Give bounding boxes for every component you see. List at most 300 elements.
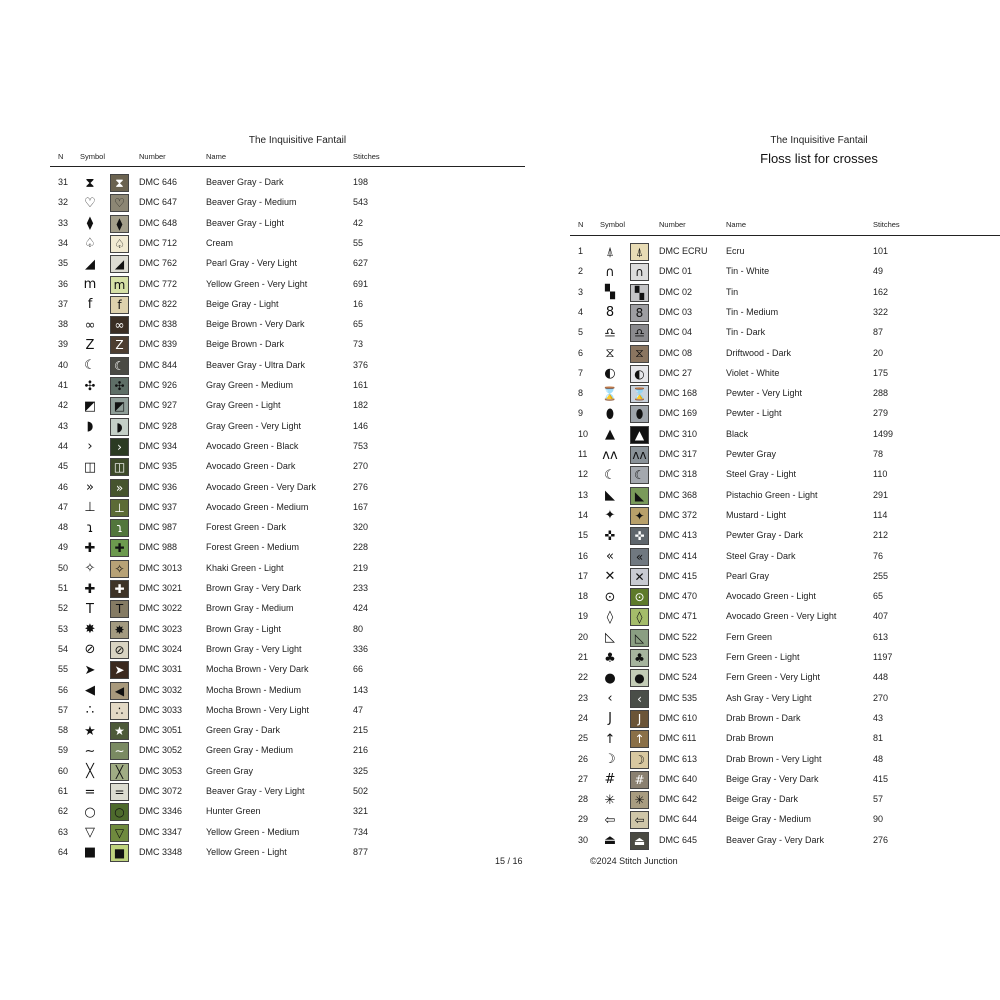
row-index: 43 bbox=[58, 420, 69, 431]
stitch-count: 270 bbox=[873, 692, 889, 703]
stitch-count: 216 bbox=[353, 745, 369, 756]
floss-row bbox=[0, 214, 530, 234]
floss-row bbox=[0, 254, 530, 274]
floss-row bbox=[0, 396, 530, 416]
floss-row bbox=[0, 701, 530, 721]
color-swatch: ⇦ bbox=[630, 811, 649, 829]
bell-solid-icon: ⏏ bbox=[603, 833, 617, 849]
stitch-count: 76 bbox=[873, 550, 884, 561]
color-swatch: ✣ bbox=[110, 377, 129, 395]
script-f-icon: f bbox=[87, 297, 93, 313]
color-name: Beige Brown - Very Dark bbox=[206, 319, 305, 330]
floss-row bbox=[0, 173, 530, 193]
color-swatch: ○ bbox=[110, 803, 129, 821]
dmc-number: DMC 610 bbox=[659, 712, 698, 723]
floss-row bbox=[520, 810, 1000, 830]
row-index: 34 bbox=[58, 237, 69, 248]
floss-row bbox=[520, 242, 1000, 262]
color-swatch: ✕ bbox=[630, 568, 649, 586]
color-swatch: J bbox=[630, 710, 649, 728]
floss-row bbox=[0, 457, 530, 477]
col-header-name: Name bbox=[206, 152, 227, 161]
stitch-count: 270 bbox=[353, 461, 369, 472]
row-index: 22 bbox=[578, 672, 589, 683]
row-index: 33 bbox=[58, 217, 69, 228]
floss-row bbox=[0, 417, 530, 437]
color-name: Tin - Dark bbox=[726, 327, 766, 338]
floss-row bbox=[520, 628, 1000, 648]
letter-m-icon: m bbox=[83, 277, 97, 292]
floss-row bbox=[0, 660, 530, 680]
floss-row bbox=[0, 843, 530, 863]
row-index: 52 bbox=[58, 603, 69, 614]
row-index: 38 bbox=[58, 319, 69, 330]
color-swatch: ✚ bbox=[110, 580, 129, 598]
floss-row bbox=[0, 579, 530, 599]
dmc-number: DMC ECRU bbox=[659, 246, 708, 256]
right-page bbox=[530, 0, 1000, 1000]
row-index: 2 bbox=[578, 266, 584, 277]
row-index: 35 bbox=[58, 258, 69, 269]
row-index: 49 bbox=[58, 542, 69, 553]
stitch-count: 448 bbox=[873, 672, 889, 683]
dmc-number: DMC 470 bbox=[659, 591, 698, 602]
infinity-icon: ∞ bbox=[84, 317, 96, 333]
bowtie-icon: ⧖ bbox=[605, 346, 615, 361]
color-swatch: ☾ bbox=[110, 357, 129, 375]
color-swatch: ■ bbox=[110, 844, 129, 862]
color-swatch: ⊙ bbox=[630, 588, 649, 606]
stitch-count: 320 bbox=[353, 522, 369, 533]
floss-row bbox=[0, 721, 530, 741]
row-index: 11 bbox=[578, 449, 588, 459]
floss-row bbox=[520, 364, 1000, 384]
stitch-count: 73 bbox=[353, 339, 364, 350]
hourglass-icon: ⧗ bbox=[85, 175, 95, 191]
floss-row bbox=[0, 498, 530, 518]
color-name: Pewter Gray bbox=[726, 449, 777, 459]
page-number: 15 / 16 bbox=[495, 856, 523, 866]
dmc-number: DMC 646 bbox=[139, 177, 178, 187]
sparkle-outline-icon: ✧ bbox=[84, 561, 96, 577]
stitch-count: 49 bbox=[873, 266, 884, 277]
color-name: Avocado Green - Dark bbox=[206, 461, 296, 472]
dmc-number: DMC 928 bbox=[139, 420, 178, 431]
multiply-icon: ✕ bbox=[604, 569, 616, 585]
stitch-count: 1197 bbox=[873, 652, 893, 662]
stitch-count: 16 bbox=[353, 298, 364, 309]
dmc-number: DMC 3021 bbox=[139, 583, 183, 593]
stitch-count: 276 bbox=[873, 834, 889, 845]
row-index: 61 bbox=[58, 786, 69, 796]
color-swatch: ☾ bbox=[630, 466, 649, 484]
color-name: Beige Gray - Very Dark bbox=[726, 773, 819, 784]
dmc-number: DMC 27 bbox=[659, 367, 693, 378]
color-swatch: ╳ bbox=[110, 763, 129, 781]
stitch-count: 167 bbox=[353, 501, 369, 512]
stitch-count: 55 bbox=[353, 237, 364, 248]
dmc-number: DMC 3022 bbox=[139, 603, 183, 614]
tree-arrow-icon: ⍋ bbox=[606, 244, 614, 260]
stitch-count: 65 bbox=[353, 319, 364, 330]
floss-row bbox=[0, 295, 530, 315]
color-swatch: ʌʌ bbox=[630, 446, 649, 464]
stitch-count: 146 bbox=[353, 420, 369, 431]
dmc-number: DMC 936 bbox=[139, 481, 178, 492]
stitch-count: 753 bbox=[353, 440, 369, 451]
row-index: 30 bbox=[578, 834, 589, 845]
stitch-count: 47 bbox=[353, 704, 364, 715]
color-name: Green Gray - Medium bbox=[206, 745, 294, 756]
color-swatch: ◗ bbox=[110, 418, 129, 436]
row-index: 3 bbox=[578, 286, 584, 297]
row-index: 26 bbox=[578, 753, 589, 764]
stitch-count: 81 bbox=[873, 733, 884, 744]
dmc-number: DMC 415 bbox=[659, 570, 698, 581]
header-rule bbox=[570, 235, 1000, 236]
color-swatch: ∼ bbox=[110, 742, 129, 760]
color-swatch: ɿ bbox=[110, 519, 129, 537]
row-index: 16 bbox=[578, 550, 589, 561]
color-swatch: ● bbox=[630, 669, 649, 687]
floss-row bbox=[520, 526, 1000, 546]
color-name: Mocha Brown - Very Dark bbox=[206, 664, 309, 675]
color-name: Avocado Green - Black bbox=[206, 440, 299, 451]
stitch-count: 43 bbox=[873, 712, 884, 723]
dmc-number: DMC 524 bbox=[659, 672, 698, 683]
stitch-count: 215 bbox=[353, 725, 369, 736]
color-name: Drab Brown - Very Light bbox=[726, 753, 822, 764]
dmc-number: DMC 3013 bbox=[139, 562, 183, 573]
hourglass-outline-icon: ⌛ bbox=[601, 386, 619, 402]
dmc-number: DMC 310 bbox=[659, 428, 698, 439]
color-name: Steel Gray - Dark bbox=[726, 550, 796, 561]
floss-row bbox=[0, 741, 530, 761]
color-swatch: ⌛ bbox=[630, 385, 649, 403]
color-name: Cream bbox=[206, 237, 234, 248]
row-index: 9 bbox=[578, 408, 584, 419]
arch-icon: ∩ bbox=[605, 264, 615, 280]
checker-icon: ▚ bbox=[605, 285, 615, 301]
stitch-count: 219 bbox=[353, 562, 369, 573]
col-header-number: Number bbox=[659, 220, 686, 229]
row-index: 54 bbox=[58, 643, 69, 654]
dmc-number: DMC 3023 bbox=[139, 623, 183, 634]
leaf-outline-icon: ⊘ bbox=[84, 642, 96, 658]
row-index: 46 bbox=[58, 481, 69, 492]
row-index: 41 bbox=[58, 380, 69, 390]
dmc-number: DMC 640 bbox=[659, 773, 698, 784]
color-name: Beaver Gray - Light bbox=[206, 217, 285, 228]
color-swatch: ◢ bbox=[110, 255, 129, 273]
floss-row bbox=[0, 620, 530, 640]
dmc-number: DMC 168 bbox=[659, 388, 698, 399]
floss-row bbox=[520, 770, 1000, 790]
dmc-number: DMC 3348 bbox=[139, 846, 183, 857]
star-icon: ★ bbox=[84, 723, 96, 739]
angle-left-icon: ‹ bbox=[607, 691, 613, 707]
color-swatch: ⧫ bbox=[110, 215, 129, 233]
stitch-count: 162 bbox=[873, 286, 889, 297]
page-title: The Inquisitive Fantail bbox=[770, 135, 868, 146]
color-swatch: # bbox=[630, 771, 649, 789]
color-swatch: ⊘ bbox=[110, 641, 129, 659]
color-name: Pewter - Very Light bbox=[726, 388, 803, 399]
color-name: Hunter Green bbox=[206, 806, 261, 817]
color-name: Pistachio Green - Light bbox=[726, 489, 818, 500]
row-index: 6 bbox=[578, 347, 584, 358]
dmc-number: DMC 08 bbox=[659, 347, 693, 358]
dmc-number: DMC 645 bbox=[659, 834, 698, 845]
row-index: 5 bbox=[578, 327, 584, 338]
color-name: Fern Green bbox=[726, 631, 773, 642]
dmc-number: DMC 844 bbox=[139, 359, 178, 370]
stitch-count: 613 bbox=[873, 631, 889, 642]
zigzag-icon: ʌʌ bbox=[602, 447, 618, 463]
color-swatch: ↑ bbox=[630, 730, 649, 748]
four-point-star-icon: ✦ bbox=[604, 508, 616, 524]
color-swatch: ‹ bbox=[630, 690, 649, 708]
dmc-number: DMC 317 bbox=[659, 449, 698, 459]
row-index: 63 bbox=[58, 826, 69, 837]
row-index: 39 bbox=[58, 339, 69, 350]
color-name: Beaver Gray - Medium bbox=[206, 197, 297, 208]
color-name: Avocado Green - Very Light bbox=[726, 611, 837, 622]
color-swatch: Z bbox=[110, 336, 129, 354]
color-swatch: ▲ bbox=[630, 426, 649, 444]
stitch-count: 42 bbox=[353, 217, 364, 228]
color-swatch: ◩ bbox=[110, 397, 129, 415]
stitch-count: 87 bbox=[873, 327, 884, 338]
row-index: 19 bbox=[578, 611, 589, 622]
color-name: Mustard - Light bbox=[726, 509, 787, 520]
stitch-count: 114 bbox=[873, 509, 888, 520]
color-swatch: ☽ bbox=[630, 751, 649, 769]
stitch-count: 90 bbox=[873, 814, 884, 825]
col-header-symbol: Symbol bbox=[600, 220, 626, 229]
color-name: Beaver Gray - Ultra Dark bbox=[206, 359, 306, 370]
color-swatch: ◊ bbox=[630, 608, 649, 626]
stitch-count: 161 bbox=[353, 380, 369, 390]
stitch-count: 66 bbox=[353, 664, 364, 675]
color-name: Beaver Gray - Very Dark bbox=[726, 834, 825, 845]
floss-row bbox=[0, 335, 530, 355]
color-name: Beaver Gray - Dark bbox=[206, 177, 284, 187]
color-name: Ecru bbox=[726, 246, 745, 256]
stitch-count: 288 bbox=[873, 388, 889, 399]
row-index: 50 bbox=[58, 562, 69, 573]
floss-row bbox=[520, 831, 1000, 851]
color-swatch: T bbox=[110, 600, 129, 618]
triangle-corner-icon: ◢ bbox=[85, 256, 95, 272]
dmc-number: DMC 647 bbox=[139, 197, 178, 208]
dmc-number: DMC 169 bbox=[659, 408, 698, 419]
stitch-count: 233 bbox=[353, 583, 369, 593]
color-name: Beige Gray - Dark bbox=[726, 794, 799, 805]
dmc-number: DMC 712 bbox=[139, 237, 178, 248]
color-name: Gray Green - Very Light bbox=[206, 420, 302, 431]
color-name: Yellow Green - Very Light bbox=[206, 278, 308, 289]
stitch-count: 877 bbox=[353, 846, 369, 857]
color-swatch: « bbox=[630, 548, 649, 566]
copyright: ©2024 Stitch Junction bbox=[590, 856, 678, 866]
color-name: Yellow Green - Light bbox=[206, 846, 287, 857]
row-index: 24 bbox=[578, 712, 589, 723]
stitch-count: 691 bbox=[353, 278, 369, 289]
stitch-count: 65 bbox=[873, 591, 884, 602]
floss-row bbox=[0, 823, 530, 843]
floss-row bbox=[0, 275, 530, 295]
dmc-number: DMC 523 bbox=[659, 652, 698, 662]
color-swatch: ⧖ bbox=[630, 345, 649, 363]
color-name: Beige Brown - Dark bbox=[206, 339, 285, 350]
row-index: 23 bbox=[578, 692, 589, 703]
color-name: Forest Green - Medium bbox=[206, 542, 300, 553]
floss-row bbox=[0, 356, 530, 376]
floss-row bbox=[520, 486, 1000, 506]
stitch-count: 80 bbox=[353, 623, 364, 634]
row-index: 59 bbox=[58, 745, 69, 756]
color-swatch: = bbox=[110, 783, 129, 801]
color-swatch: ♣ bbox=[630, 649, 649, 667]
stitch-count: 212 bbox=[873, 530, 889, 541]
color-swatch: ✸ bbox=[110, 621, 129, 639]
floss-row bbox=[520, 547, 1000, 567]
row-index: 28 bbox=[578, 794, 589, 805]
dmc-number: DMC 648 bbox=[139, 217, 178, 228]
color-swatch: ✦ bbox=[630, 507, 649, 525]
cross-outline-icon: ✚ bbox=[84, 540, 96, 556]
dmc-number: DMC 642 bbox=[659, 794, 698, 805]
stitch-count: 291 bbox=[873, 489, 889, 500]
stitch-count: 175 bbox=[873, 367, 889, 378]
col-header-symbol: Symbol bbox=[80, 152, 106, 161]
stitch-count: 101 bbox=[873, 246, 889, 256]
stitch-count: 336 bbox=[353, 643, 369, 654]
floss-row bbox=[520, 607, 1000, 627]
double-chevron-left-icon: « bbox=[606, 549, 614, 564]
floss-row bbox=[0, 681, 530, 701]
dmc-number: DMC 3053 bbox=[139, 765, 183, 776]
row-index: 44 bbox=[58, 440, 69, 451]
tilde-icon: ∼ bbox=[84, 743, 96, 759]
spade-outline-icon: ♤ bbox=[84, 236, 96, 252]
floss-row bbox=[0, 599, 530, 619]
color-swatch: ⧗ bbox=[110, 174, 129, 192]
row-index: 64 bbox=[58, 846, 69, 857]
color-name: Avocado Green - Medium bbox=[206, 501, 309, 512]
equals-icon: = bbox=[84, 784, 96, 800]
dmc-number: DMC 471 bbox=[659, 611, 698, 622]
dmc-number: DMC 935 bbox=[139, 461, 178, 472]
floss-row bbox=[520, 323, 1000, 343]
dmc-number: DMC 988 bbox=[139, 542, 178, 553]
color-swatch: 8 bbox=[630, 304, 649, 322]
color-swatch: ✳ bbox=[630, 791, 649, 809]
stitch-count: 543 bbox=[353, 197, 369, 208]
color-swatch: ◀ bbox=[110, 682, 129, 700]
color-name: Yellow Green - Medium bbox=[206, 826, 300, 837]
stitch-count: 734 bbox=[353, 826, 369, 837]
slash-wedge-icon: ◣ bbox=[605, 488, 615, 504]
floss-row bbox=[0, 762, 530, 782]
color-name: Drab Brown bbox=[726, 733, 774, 744]
color-name: Green Gray - Dark bbox=[206, 725, 281, 736]
circle-solid-icon: ● bbox=[604, 670, 616, 686]
row-index: 21 bbox=[578, 652, 589, 662]
arrow-up-icon: ↑ bbox=[604, 731, 616, 747]
row-index: 17 bbox=[578, 570, 589, 581]
color-swatch: ∩ bbox=[630, 263, 649, 281]
right-triangle-icon: ◺ bbox=[605, 630, 615, 646]
stitch-count: 325 bbox=[353, 765, 369, 776]
color-name: Pearl Gray - Very Light bbox=[206, 258, 298, 269]
dmc-number: DMC 937 bbox=[139, 501, 178, 512]
floss-row bbox=[520, 465, 1000, 485]
row-index: 48 bbox=[58, 522, 69, 533]
floss-row bbox=[520, 709, 1000, 729]
letter-j-icon: J bbox=[608, 711, 612, 727]
dmc-number: DMC 3346 bbox=[139, 806, 183, 817]
floss-row bbox=[520, 303, 1000, 323]
color-name: Beaver Gray - Very Light bbox=[206, 786, 305, 796]
floss-row bbox=[520, 384, 1000, 404]
row-index: 56 bbox=[58, 684, 69, 695]
small-square-icon: ■ bbox=[83, 845, 97, 861]
dmc-number: DMC 03 bbox=[659, 306, 693, 317]
row-index: 1 bbox=[578, 246, 584, 256]
row-index: 10 bbox=[578, 428, 589, 439]
dmc-number: DMC 838 bbox=[139, 319, 178, 330]
crescent-solid-icon: ☾ bbox=[604, 467, 616, 483]
row-index: 37 bbox=[58, 298, 69, 309]
half-square-icon: ◩ bbox=[83, 398, 97, 414]
row-index: 58 bbox=[58, 725, 69, 736]
dmc-number: DMC 368 bbox=[659, 489, 698, 500]
color-name: Fern Green - Very Light bbox=[726, 672, 821, 683]
floss-row bbox=[520, 790, 1000, 810]
dmc-number: DMC 3031 bbox=[139, 664, 183, 675]
dmc-number: DMC 613 bbox=[659, 753, 698, 764]
color-swatch: ⏏ bbox=[630, 832, 649, 850]
floss-row bbox=[520, 262, 1000, 282]
row-index: 20 bbox=[578, 631, 589, 642]
color-swatch: ◣ bbox=[630, 487, 649, 505]
row-index: 29 bbox=[578, 814, 589, 825]
dmc-number: DMC 926 bbox=[139, 380, 178, 390]
row-index: 45 bbox=[58, 461, 69, 472]
stitch-count: 627 bbox=[353, 258, 369, 269]
four-arrows-out-icon: ✜ bbox=[604, 528, 616, 544]
dmc-number: DMC 372 bbox=[659, 509, 698, 520]
color-name: Khaki Green - Light bbox=[206, 562, 284, 573]
color-swatch: ♎ bbox=[630, 324, 649, 342]
row-index: 60 bbox=[58, 765, 69, 776]
row-index: 25 bbox=[578, 733, 589, 744]
color-swatch: ◫ bbox=[110, 458, 129, 476]
row-index: 32 bbox=[58, 197, 69, 208]
row-index: 12 bbox=[578, 469, 589, 480]
crescent-icon: ☾ bbox=[84, 358, 96, 374]
arrowhead-right-icon: ➤ bbox=[84, 662, 96, 678]
col-header-name: Name bbox=[726, 220, 747, 229]
dmc-number: DMC 04 bbox=[659, 327, 693, 338]
color-name: Black bbox=[726, 428, 749, 439]
moon-outline-icon: ☽ bbox=[604, 752, 616, 767]
color-name: Green Gray bbox=[206, 765, 254, 776]
floss-row bbox=[0, 538, 530, 558]
stitch-count: 415 bbox=[873, 773, 889, 784]
